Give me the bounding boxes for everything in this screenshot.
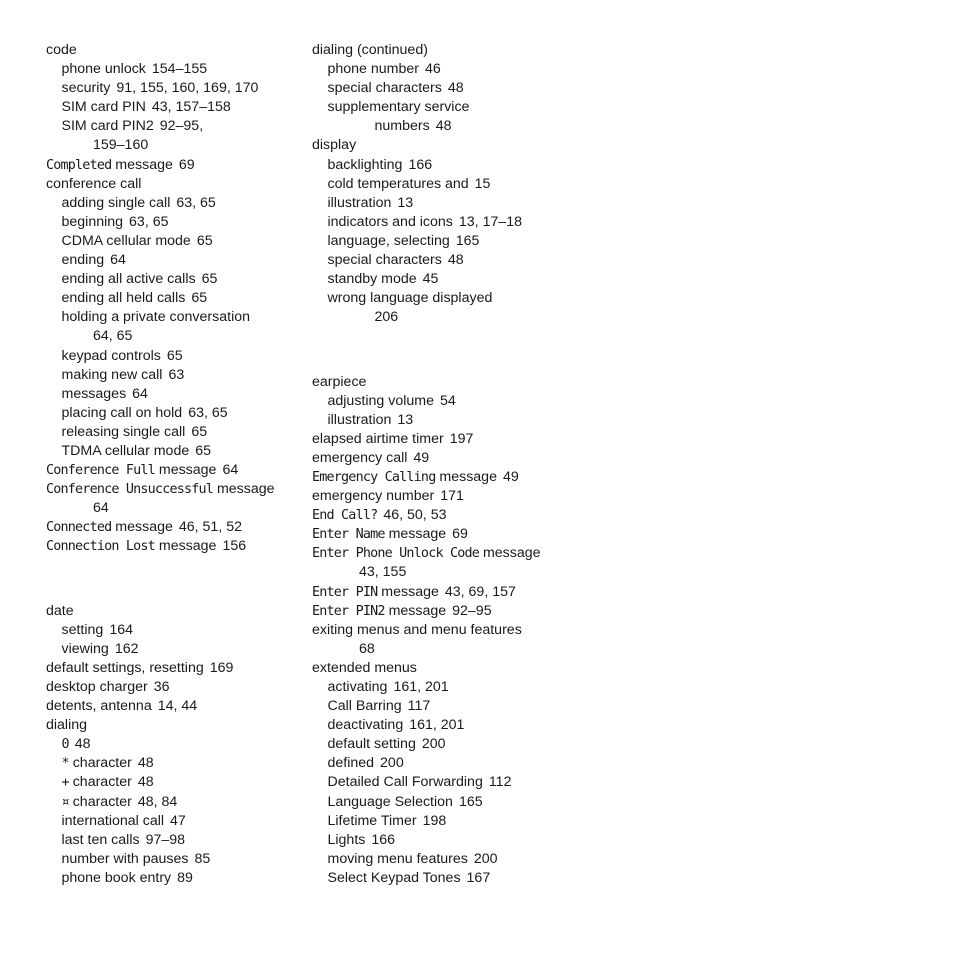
index-term: character [68,755,132,772]
page-reference: 48 [447,80,464,97]
index-entry [312,602,602,621]
index-subentry [312,270,602,289]
index-entry [46,716,308,735]
index-term: conference call [46,175,142,192]
index-entry [46,156,308,175]
index-subentry [46,754,308,773]
index-subentry [312,411,602,430]
page-reference: 200 [380,755,404,772]
index-continuation [312,308,602,327]
index-continuation [46,499,308,518]
page-reference: 164 [109,621,133,638]
page-reference: 45 [422,271,439,288]
index-subentry [46,442,308,461]
index-entry [46,602,308,621]
index-subentry [312,98,602,117]
index-entry [46,461,308,480]
index-subentry [312,831,602,850]
page-reference: 200 [473,850,498,867]
display-message-text: End Call? [312,508,378,524]
index-term: message [213,481,275,498]
page-reference: 166 [371,831,396,848]
index-term: Lights [327,831,366,848]
page-reference: 14, 44 [157,698,198,715]
index-term: phone number [327,61,419,78]
index-term: illustration [327,194,392,211]
index-letter-gap [312,327,602,372]
index-letter-gap [46,557,308,602]
index-term: special characters [327,252,442,269]
page-reference: 65 [195,442,212,459]
index-column-left [46,41,308,888]
index-entry [312,41,602,60]
page-reference: 49 [413,449,430,466]
index-subentry [312,793,602,812]
index-term: date [46,602,74,619]
display-message-text: Enter Name [312,527,385,543]
display-message-text: 0 [61,737,69,753]
index-term: SIM card PIN [61,99,146,116]
index-term: releasing single call [61,423,186,440]
page-reference: 91, 155, 160, 169, 170 [116,80,259,97]
index-term: elapsed airtime timer [312,430,444,447]
index-term: exiting menus and menu features [312,621,522,638]
index-term: indicators and icons [327,213,453,230]
index-term: SIM card PIN2 [61,118,154,135]
display-message-text: Emergency Calling [312,469,436,485]
page-reference: 198 [422,812,447,829]
page-reference: 89 [177,869,193,886]
index-subentry [46,232,308,251]
page-reference: 13 [397,411,414,428]
index-term: display [312,137,357,154]
index-subentry [312,289,602,308]
index-term: setting [61,621,104,638]
index-term: TDMA cellular mode [61,442,190,459]
page-reference: 171 [440,488,464,505]
index-entry [312,621,602,640]
index-entry [312,506,602,525]
index-term: earpiece [312,373,367,390]
index-entry [46,41,308,60]
page-reference: 65 [191,423,208,440]
index-subentry [312,392,602,411]
index-subentry [312,812,602,831]
index-term: message [384,526,447,543]
page-reference: 46, 50, 53 [383,507,447,524]
page-reference: 165 [455,232,480,249]
index-term: numbers [374,118,430,135]
index-entry [312,373,602,392]
index-column-right [312,41,602,888]
page-reference: 64 [222,462,239,479]
index-subentry [312,735,602,754]
index-entry [46,659,308,678]
index-subentry [46,98,308,117]
index-term: standby mode [327,271,417,288]
index-entry [46,175,308,194]
index-term: CDMA cellular mode [61,232,191,249]
index-term: backlighting [327,156,403,173]
index-term: last ten calls [61,831,140,848]
index-entry [312,525,602,544]
index-subentry [312,754,602,773]
page-reference: 161, 201 [409,717,465,734]
index-term: moving menu features [327,850,468,867]
index-term: Language Selection [327,793,453,810]
index-subentry [46,404,308,423]
index-term: dialing [46,717,88,734]
index-subentry [312,213,602,232]
page-reference: 63, 65 [129,213,169,230]
display-message-text: Completed [46,157,112,173]
index-subentry [46,194,308,213]
index-term: defined [327,755,375,772]
display-message-text: + [61,775,69,791]
index-subentry [46,117,308,136]
index-term: deactivating [327,717,404,734]
index-subentry [312,251,602,270]
index-continuation [312,117,602,136]
page-reference: 49 [502,468,519,485]
index-term: adjusting volume [327,392,434,409]
index-term: cold temperatures and [327,175,469,192]
index-term: placing call on hold [61,404,183,421]
page-reference: 200 [421,736,446,753]
index-subentry [312,232,602,251]
index-term: desktop charger [46,679,148,695]
display-message-text: Connection Lost [46,539,155,555]
index-subentry [46,385,308,404]
index-term: language, selecting [327,232,450,249]
index-subentry [46,213,308,232]
index-term: adding single call [61,194,171,211]
display-message-text: Enter PIN2 [312,603,385,619]
page-reference: 161, 201 [393,679,449,695]
page-reference: 48 [137,774,154,791]
index-term: ending [61,252,105,269]
page-reference: 47 [170,812,186,829]
index-term: Select Keypad Tones [327,869,461,886]
index-subentry [312,194,602,213]
index-subentry [312,175,602,194]
index-entry [312,544,602,563]
index-subentry [46,831,308,850]
index-term: dialing (continued) [312,42,428,58]
index-term: message [384,602,447,619]
page-reference: 112 [488,774,512,791]
index-term: number with pauses [61,850,189,867]
index-entry [46,678,308,697]
page-reference: 48 [435,118,452,135]
index-entry [312,136,602,155]
index-term: character [68,774,132,791]
index-term: message [154,538,217,555]
index-subentry [46,366,308,385]
index-term: code [46,42,77,58]
page-reference: 154–155 [151,61,208,78]
page-reference: 46, 51, 52 [178,519,242,536]
index-entry [312,583,602,602]
index-term: viewing [61,640,109,657]
index-term: keypad controls [61,347,161,364]
display-message-text: Enter PIN [312,584,378,600]
page-reference: 64 [110,252,126,269]
index-entry [312,468,602,487]
index-subentry [46,308,308,327]
index-subentry [312,156,602,175]
page-reference: 65 [166,347,183,364]
index-subentry [46,60,308,79]
index-continuation [46,136,308,155]
page-reference: 65 [196,232,213,249]
index-subentry [46,79,308,98]
page-reference: 166 [408,156,433,173]
index-continuation [312,563,602,582]
index-term: message [111,156,173,173]
page-reference: 43, 69, 157 [444,583,516,600]
index-term: 206 [374,309,399,326]
index-entry [312,430,602,449]
index-term: emergency call [312,449,408,466]
index-entry [46,537,308,556]
page-reference: 13, 17–18 [458,213,523,230]
index-subentry [312,773,602,792]
page-reference: 46 [425,61,441,78]
index-term: messages [61,385,127,402]
page-reference: 92–95, [159,118,204,135]
index-subentry [312,678,602,697]
index-term: making new call [61,366,163,383]
index-term: illustration [327,411,392,428]
index-subentry [46,812,308,831]
index-subentry [312,869,602,888]
index-entry [312,449,602,468]
display-message-text: Enter Phone Unlock Code [312,546,480,562]
page-reference: 162 [114,640,139,657]
page-reference: 48, 84 [137,793,178,810]
page-reference: 117 [407,698,431,715]
index-term: Call Barring [327,698,402,715]
display-message-text: Conference Full [46,463,155,479]
page-reference: 69 [452,526,468,543]
display-message-text: * [61,756,69,772]
index-term: Detailed Call Forwarding [327,774,483,791]
page-reference: 63, 65 [176,194,216,211]
index-term: message [435,468,497,485]
index-subentry [46,735,308,754]
index-entry [46,518,308,537]
page-reference: 54 [439,392,456,409]
page-reference: 169 [209,659,234,676]
index-term: supplementary service [327,99,470,116]
index-subentry [312,716,602,735]
index-term: default setting [327,736,416,753]
index-subentry [46,869,308,888]
index-term: message [479,545,541,562]
index-entry [312,659,602,678]
index-term: Lifetime Timer [327,812,417,829]
index-term: 159–160 [93,137,149,154]
page-reference: 97–98 [145,831,186,848]
display-message-text: ¤ [61,794,69,810]
index-term: 64, 65 [93,328,133,345]
index-subentry [46,289,308,308]
index-term: wrong language displayed [327,290,493,307]
page-reference: 197 [449,430,474,447]
index-term: holding a private conversation [61,309,250,326]
index-subentry [312,697,602,716]
index-term: activating [327,679,388,695]
page-reference: 36 [153,679,170,695]
page-reference: 65 [191,290,208,307]
index-term: extended menus [312,659,417,676]
index-term: character [68,793,132,810]
index-subentry [46,640,308,659]
index-continuation [312,640,602,659]
page-reference: 69 [178,156,195,173]
index-subentry [46,793,308,812]
index-entry [312,487,602,506]
index-term: message [111,519,173,536]
index-entry [46,480,308,499]
index-continuation [46,327,308,346]
index-subentry [46,347,308,366]
index-term: phone book entry [61,869,172,886]
index-term: 43, 155 [359,564,407,581]
index-term: ending all held calls [61,290,186,307]
index-term: message [154,462,217,479]
index-term: beginning [61,213,124,230]
index-term: detents, antenna [46,698,152,715]
page-reference: 43, 157–158 [151,99,231,116]
index-term: 68 [359,640,375,657]
display-message-text: Conference Unsuccessful [46,482,214,498]
index-subentry [312,79,602,98]
index-entry [46,697,308,716]
page-reference: 48 [74,736,91,753]
page-reference: 156 [222,538,247,555]
page-reference: 15 [474,175,491,192]
page-reference: 167 [466,869,491,886]
page-reference: 92–95 [452,602,492,619]
index-subentry [312,850,602,869]
index-term: phone unlock [61,61,146,78]
index-term: special characters [327,80,442,97]
page-reference: 13 [397,194,414,211]
page-reference: 63, 65 [188,404,228,421]
index-subentry [46,773,308,792]
index-term: 64 [93,500,109,517]
index-term: international call [61,812,165,829]
page-reference: 64 [132,385,148,402]
index-subentry [46,251,308,270]
page-reference: 85 [194,850,211,867]
index-term: message [377,583,439,600]
display-message-text: Connected [46,520,112,536]
page-reference: 48 [137,755,154,772]
index-subentry [312,60,602,79]
page-reference: 65 [201,271,218,288]
index-subentry [46,270,308,289]
index-term: emergency number [312,488,435,505]
index-term: security [61,80,111,97]
index-term: ending all active calls [61,271,196,288]
page-reference: 165 [458,793,483,810]
index-term: default settings, resetting [46,659,204,676]
page-reference: 63 [168,366,185,383]
index-subentry [46,423,308,442]
page-reference: 48 [447,252,464,269]
index-subentry [46,850,308,869]
index-subentry [46,621,308,640]
